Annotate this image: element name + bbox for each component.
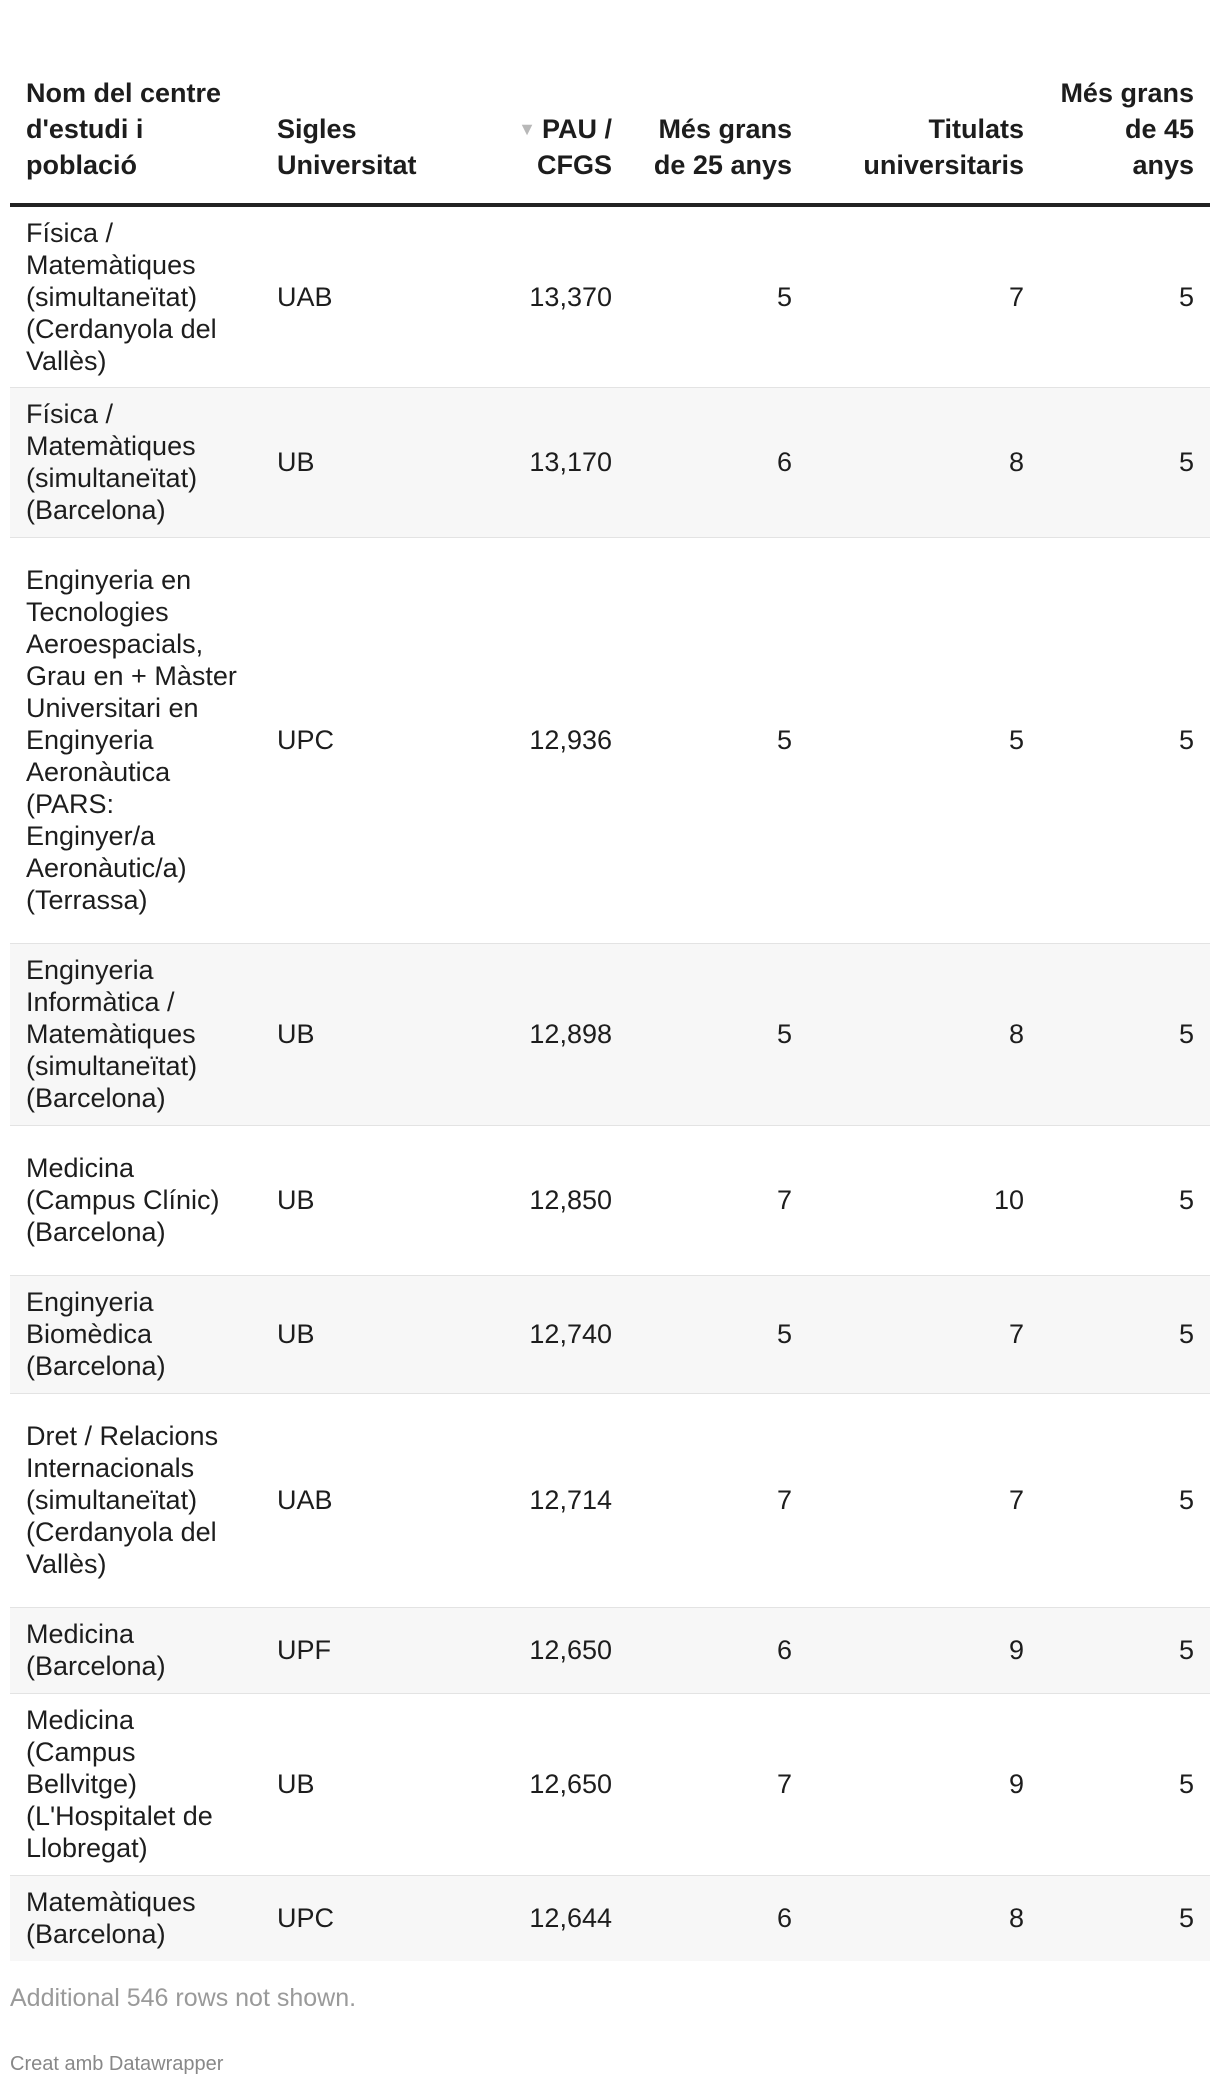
cell-centre: Medicina (Campus Clínic) (Barcelona) (10, 1125, 261, 1275)
cell-titulats: 9 (808, 1693, 1040, 1875)
cell-mes-grans-45: 5 (1040, 205, 1210, 387)
cell-universitat: UB (261, 1693, 478, 1875)
column-header-centre[interactable] (10, 0, 261, 205)
table-row (10, 205, 1210, 387)
cell-mes-grans-25: 5 (628, 205, 808, 387)
cell-mes-grans-25: 5 (628, 943, 808, 1125)
cell-mes-grans-25: 7 (628, 1125, 808, 1275)
cell-mes-grans-45: 5 (1040, 1607, 1210, 1693)
cell-universitat: UAB (261, 205, 478, 387)
datawrapper-credit: Creat amb Datawrapper (10, 2053, 224, 2075)
cell-pau-cfgs: 12,644 (478, 1875, 628, 1961)
data-table (10, 0, 1210, 1961)
cell-universitat: UB (261, 1125, 478, 1275)
sort-descending-icon: ▼ (518, 119, 536, 139)
table-row (10, 1693, 1210, 1875)
table-row (10, 943, 1210, 1125)
cell-universitat: UB (261, 943, 478, 1125)
table-row (10, 1875, 1210, 1961)
table-row (10, 1125, 1210, 1275)
column-header-mes-grans-25[interactable] (628, 0, 808, 205)
table-container (10, 0, 1210, 1961)
cell-centre: Matemàtiques (Barcelona) (10, 1875, 261, 1961)
cell-mes-grans-25: 6 (628, 1607, 808, 1693)
cell-pau-cfgs: 12,714 (478, 1393, 628, 1607)
cell-titulats: 8 (808, 387, 1040, 537)
column-header-label: Més grans de 25 anys (653, 114, 792, 180)
header-row (10, 0, 1210, 205)
cell-mes-grans-25: 7 (628, 1393, 808, 1607)
column-header-label: PAU / CFGS (536, 114, 612, 180)
cell-universitat: UB (261, 387, 478, 537)
cell-pau-cfgs: 12,650 (478, 1693, 628, 1875)
cell-titulats: 9 (808, 1607, 1040, 1693)
column-header-universitat[interactable] (261, 0, 478, 205)
cell-mes-grans-25: 5 (628, 1275, 808, 1393)
cell-universitat: UAB (261, 1393, 478, 1607)
rows-not-shown-note: Additional 546 rows not shown. (10, 1984, 357, 2012)
table-row (10, 1393, 1210, 1607)
cell-titulats: 8 (808, 1875, 1040, 1961)
cell-pau-cfgs: 13,370 (478, 205, 628, 387)
cell-mes-grans-45: 5 (1040, 1875, 1210, 1961)
cell-mes-grans-45: 5 (1040, 1393, 1210, 1607)
cell-titulats: 5 (808, 537, 1040, 943)
cell-mes-grans-25: 5 (628, 537, 808, 943)
cell-mes-grans-45: 5 (1040, 537, 1210, 943)
cell-pau-cfgs: 12,850 (478, 1125, 628, 1275)
cell-pau-cfgs: 12,740 (478, 1275, 628, 1393)
cell-mes-grans-45: 5 (1040, 1275, 1210, 1393)
column-header-label: Més grans de 45 anys (1060, 78, 1194, 180)
cell-mes-grans-45: 5 (1040, 1125, 1210, 1275)
table-row (10, 1607, 1210, 1693)
cell-pau-cfgs: 12,936 (478, 537, 628, 943)
cell-mes-grans-25: 6 (628, 1875, 808, 1961)
column-header-label: Sigles Universitat (277, 114, 417, 180)
cell-titulats: 8 (808, 943, 1040, 1125)
table-row (10, 387, 1210, 537)
cell-centre: Medicina (Campus Bellvitge) (L'Hospitalet de Llobregat) (10, 1693, 261, 1875)
cell-mes-grans-45: 5 (1040, 1693, 1210, 1875)
column-header-label: Titulats universitaris (863, 114, 1024, 180)
cell-pau-cfgs: 13,170 (478, 387, 628, 537)
cell-pau-cfgs: 12,650 (478, 1607, 628, 1693)
cell-universitat: UB (261, 1275, 478, 1393)
cell-centre: Enginyeria en Tecnologies Aeroespacials, Grau en + Màster Universitari en Enginyeria Aeronàutica (PARS: Enginyer/a Aeronàutic/a) (Terrassa) (10, 537, 261, 943)
cell-titulats: 7 (808, 1275, 1040, 1393)
cell-mes-grans-45: 5 (1040, 943, 1210, 1125)
cell-titulats: 10 (808, 1125, 1040, 1275)
cell-centre: Medicina (Barcelona) (10, 1607, 261, 1693)
table-row (10, 1275, 1210, 1393)
cell-titulats: 7 (808, 205, 1040, 387)
cell-pau-cfgs: 12,898 (478, 943, 628, 1125)
cell-mes-grans-25: 7 (628, 1693, 808, 1875)
cell-universitat: UPC (261, 537, 478, 943)
cell-centre: Física / Matemàtiques (simultaneïtat) (Barcelona) (10, 387, 261, 537)
table-body (10, 205, 1210, 1961)
column-header-label: Nom del centre d'estudi i població (26, 78, 222, 180)
column-header-mes-grans-45[interactable] (1040, 0, 1210, 205)
cell-universitat: UPF (261, 1607, 478, 1693)
cell-centre: Enginyeria Informàtica / Matemàtiques (simultaneïtat) (Barcelona) (10, 943, 261, 1125)
cell-universitat: UPC (261, 1875, 478, 1961)
cell-centre: Enginyeria Biomèdica (Barcelona) (10, 1275, 261, 1393)
cell-titulats: 7 (808, 1393, 1040, 1607)
table-header (10, 0, 1210, 205)
table-row (10, 537, 1210, 943)
cell-mes-grans-45: 5 (1040, 387, 1210, 537)
column-header-pau-cfgs[interactable] (478, 0, 628, 205)
cell-centre: Física / Matemàtiques (simultaneïtat) (Cerdanyola del Vallès) (10, 205, 261, 387)
column-header-titulats[interactable] (808, 0, 1040, 205)
cell-centre: Dret / Relacions Internacionals (simultaneïtat) (Cerdanyola del Vallès) (10, 1393, 261, 1607)
cell-mes-grans-25: 6 (628, 387, 808, 537)
